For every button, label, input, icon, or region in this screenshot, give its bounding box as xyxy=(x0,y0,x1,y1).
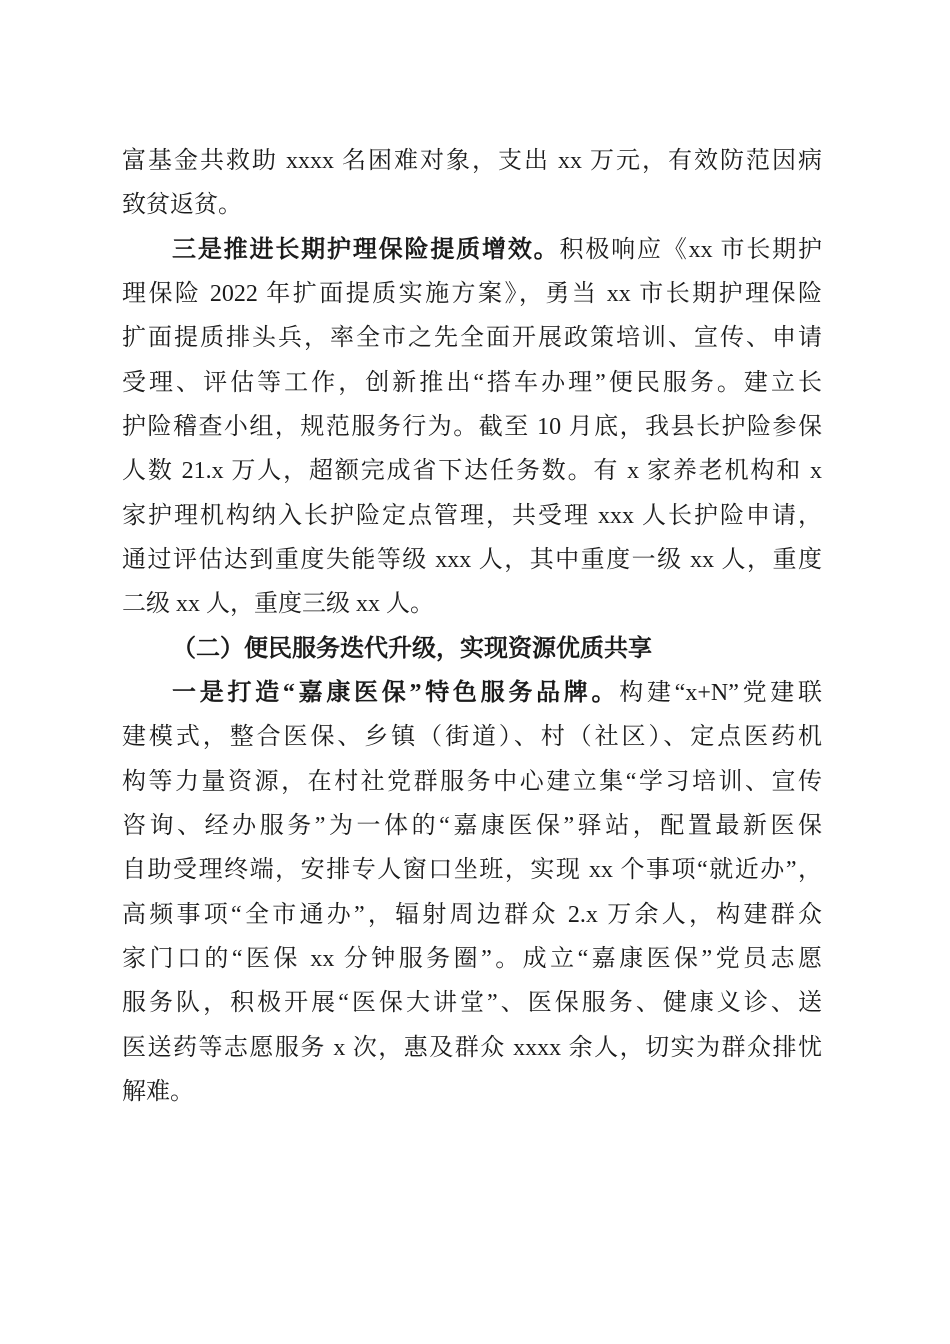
text-run: 扩面提质排头兵，率全市之先全面开展政策培训、宣传、申请 xyxy=(122,325,822,352)
text-run: 人数 21.x 万人，超额完成省下达任务数。有 x 家养老机构和 x xyxy=(122,458,822,485)
text-run: 自助受理终端，安排专人窗口坐班，实现 xx 个事项“就近办”， xyxy=(122,857,822,884)
text-run: 构等力量资源，在村社党群服务中心建立集“学习培训、宣传 xyxy=(122,768,822,795)
text-line xyxy=(122,183,822,227)
text-run: 高频事项“全市通办”，辐射周边群众 2.x 万余人，构建群众 xyxy=(122,901,822,928)
text-line xyxy=(122,228,822,272)
text-run: 富基金共救助 xxxx 名困难对象，支出 xx 万元，有效防范因病 xyxy=(122,148,822,174)
text-line xyxy=(122,937,822,981)
text-line xyxy=(122,981,822,1025)
section-heading xyxy=(122,627,822,671)
text-line xyxy=(122,1070,822,1114)
text-line xyxy=(122,361,822,405)
text-line xyxy=(122,494,822,538)
text-run: 家护理机构纳入长护险定点管理，共受理 xxx 人长护险申请， xyxy=(122,502,822,529)
text-run: 二级 xx 人，重度三级 xx 人。 xyxy=(122,591,434,618)
text-run: 咨询、经办服务”为一体的“嘉康医保”驿站，配置最新医保 xyxy=(122,812,822,839)
text-line xyxy=(122,760,822,804)
text-line xyxy=(122,804,822,848)
bold-text-run: 一是打造“嘉康医保”特色服务品牌。 xyxy=(172,679,620,706)
text-run: 受理、评估等工作，创新推出“搭车办理”便民服务。建立长 xyxy=(122,369,822,396)
text-line xyxy=(122,1026,822,1070)
text-line xyxy=(122,538,822,582)
text-line xyxy=(122,848,822,892)
text-line xyxy=(122,582,822,626)
text-run: 服务队，积极开展“医保大讲堂”、医保服务、健康义诊、送 xyxy=(122,990,822,1017)
text-run: 建模式，整合医保、乡镇（街道）、村（社区）、定点医药机 xyxy=(122,724,822,751)
text-line xyxy=(122,139,822,183)
text-run: 积极响应《xx 市长期护 xyxy=(559,236,822,263)
text-line xyxy=(122,449,822,493)
text-line xyxy=(122,893,822,937)
text-line xyxy=(122,671,822,715)
text-run: 理保险 2022 年扩面提质实施方案》，勇当 xx 市长期护理保险 xyxy=(122,280,822,307)
text-run: 构建“x+N”党建联 xyxy=(619,679,822,706)
text-run: 通过评估达到重度失能等级 xxx 人，其中重度一级 xx 人，重度 xyxy=(122,546,822,573)
text-line xyxy=(122,272,822,316)
text-run: 致贫返贫。 xyxy=(122,192,242,219)
text-run: 医送药等志愿服务 x 次，惠及群众 xxxx 余人，切实为群众排忧 xyxy=(122,1034,822,1061)
text-line xyxy=(122,316,822,360)
text-line xyxy=(122,405,822,449)
text-run: 解难。 xyxy=(122,1078,194,1105)
text-run: 护险稽查小组，规范服务行为。截至 10 月底，我县长护险参保 xyxy=(122,413,822,440)
text-block xyxy=(122,139,822,1114)
bold-text-run: （二）便民服务迭代升级，实现资源优质共享 xyxy=(172,635,652,662)
text-run: 家门口的“医保 xx 分钟服务圈”。成立“嘉康医保”党员志愿 xyxy=(122,945,822,972)
text-line xyxy=(122,715,822,759)
bold-text-run: 三是推进长期护理保险提质增效。 xyxy=(172,236,560,263)
